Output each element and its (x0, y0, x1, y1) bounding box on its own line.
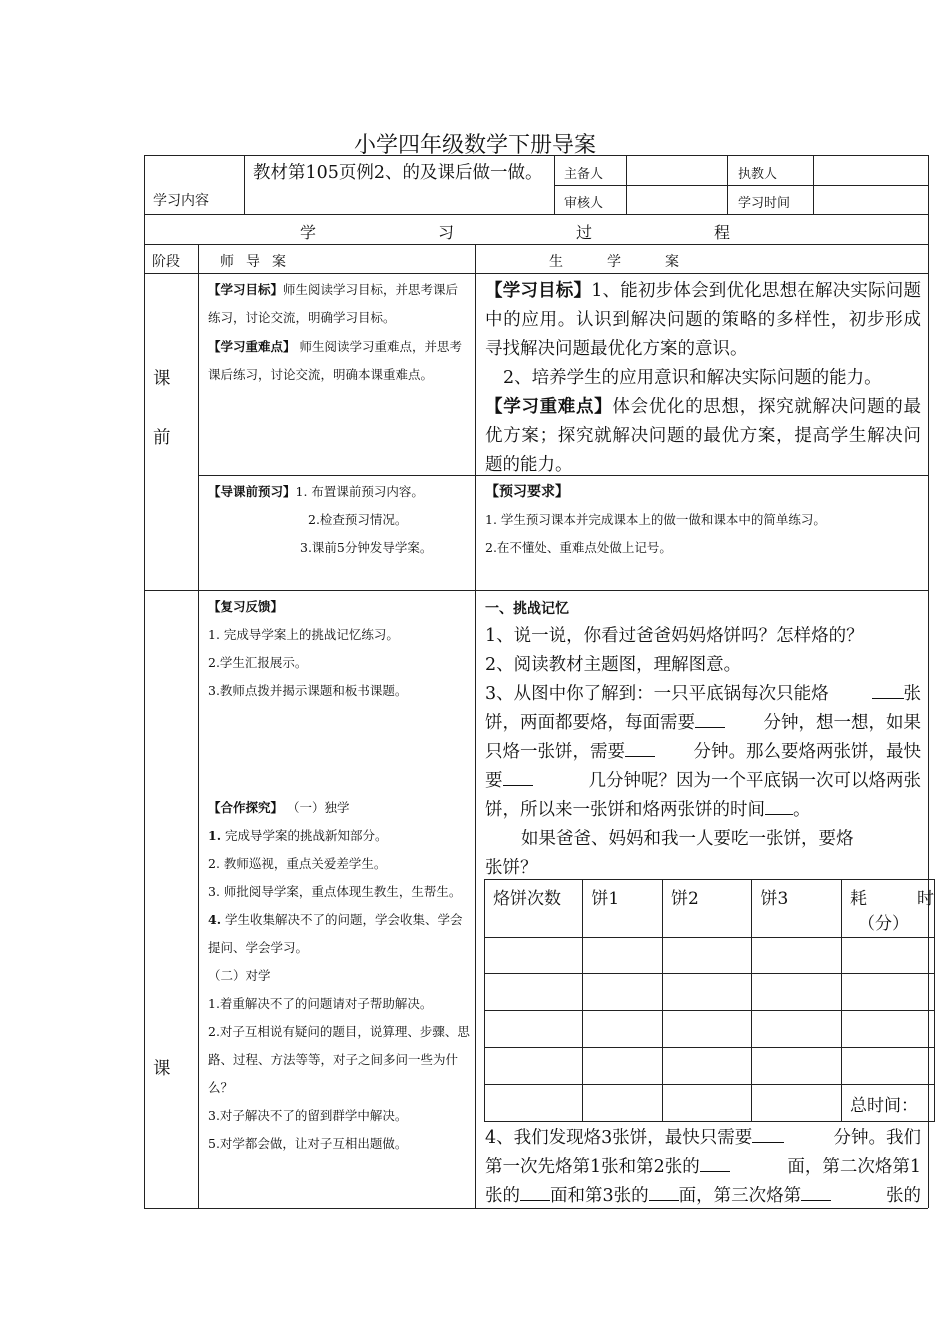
header-time-cost: 耗 时 （分） (841, 880, 934, 938)
pancake-table (484, 879, 935, 1122)
preparer-label: 主备人 (564, 167, 604, 182)
reviewer-label: 审核人 (564, 196, 604, 211)
table-total-row (485, 1085, 935, 1122)
student-goal-2: 2、培养学生的应用意识和解决实际问题的能力。 (503, 368, 882, 388)
content-text: 教材第105页例2、的及课后做一做。 (253, 163, 543, 183)
teacher-label: 执教人 (738, 167, 778, 182)
teacher-header: 师 导 案 (220, 254, 286, 270)
section-challenge-memory: 一、挑战记忆 (485, 601, 569, 617)
teacher-review: 【复习反馈】 1. 完成导学案上的挑战记忆练习。 2.学生汇报展示。 3.教师点拨并揭示课题和板书课题。 (208, 599, 408, 698)
total-time-label: 总时间： (841, 1085, 934, 1122)
table-row (485, 1011, 935, 1048)
stage-pre-1: 课 (153, 369, 171, 389)
header-pancake-3: 饼3 (752, 880, 841, 938)
content-label: 学习内容 (153, 193, 209, 209)
header-bake-count: 烙饼次数 (485, 880, 583, 938)
student-key-points: 【学习重难点】体会优化的思想，探究就解决问题的最优方案；探究就解决问题的最优方案，提高学生解决问题的能力。 (485, 397, 922, 475)
teacher-cooperative: 【合作探究】 （一）独学 1. 完成导学案的挑战新知部分。 2. 教师巡视，重点关爱差学生。 3. 师批阅导学案，重点体现生教生，生帮生。 4. 学生收集解决不了的问题，学会收集、学会提问、学会学习。 （二）对学 1.着重解决不了的问题请对子帮助解决。 2.对子互相说有疑问的题目，说算理、步骤、思路、过程、方法等等，对子之间多问一些为什么？ 3.对子解决不了的留到群学中解决。 5.对学都会做，让对子互相出题做。 (208, 800, 470, 1151)
header-pancake-2: 饼2 (662, 880, 751, 938)
table-header-row (485, 880, 935, 938)
process-heading: 学 习 过 程 (300, 223, 730, 242)
teacher-preview: 【导课前预习】1. 布置课前预习内容。 2.检查预习情况。 3.课前5分钟发导学案。 (208, 484, 433, 555)
student-goal: 【学习目标】1、能初步体会到优化思想在解决实际问题中的应用。认识到解决问题的策略的多样性，初步形成寻找解决问题最优化方案的意识。 (485, 281, 921, 359)
student-prep: 【预习要求】 1. 学生预习课本并完成课本上的做一做和课本中的简单练习。 2.在不懂处、重难点处做上记号。 (485, 484, 826, 555)
teacher-goal: 【学习目标】师生阅读学习目标，并思考课后练习，讨论交流，明确学习目标。 (208, 282, 459, 325)
teacher-key-points: 【学习重难点】 师生阅读学习重难点，并思考课后练习，讨论交流，明确本课重难点。 (208, 339, 462, 382)
question-4-block: 4、我们发现烙3张饼，最快只需要 分钟。我们 第一次先烙第1张和第2张的 面，第二次烙第1 张的 面和第3张的 面，第三次烙第 张的 (485, 1124, 921, 1211)
student-header: 生 学 案 (549, 254, 679, 270)
stage-pre-2: 前 (153, 428, 171, 448)
stage-in-1: 课 (153, 1059, 171, 1079)
stage-header: 阶段 (152, 254, 180, 270)
table-row (485, 1048, 935, 1085)
header-pancake-1: 饼1 (583, 880, 663, 938)
table-row (485, 974, 935, 1011)
time-label: 学习时间 (738, 196, 791, 211)
table-row (485, 938, 935, 974)
page-title: 小学四年级数学下册导案 (353, 133, 596, 158)
question-block: 1、说一说，你看过爸爸妈妈烙饼吗？怎样烙的？ 2、阅读教材主题图，理解图意。 3、从图中你了解到：一只平底锅每次只能烙 张 饼，两面都要烙，每面需要 分钟，想一想，如果 只烙一张饼，需要 分钟。那么要烙两张饼，最快 要 几分钟呢？因为一个平底锅一次可以烙两张 饼，所以来一张饼和烙两张饼的时间 。 如果爸爸、妈妈和我一人要吃一张饼，要烙 张饼？ (485, 626, 921, 878)
